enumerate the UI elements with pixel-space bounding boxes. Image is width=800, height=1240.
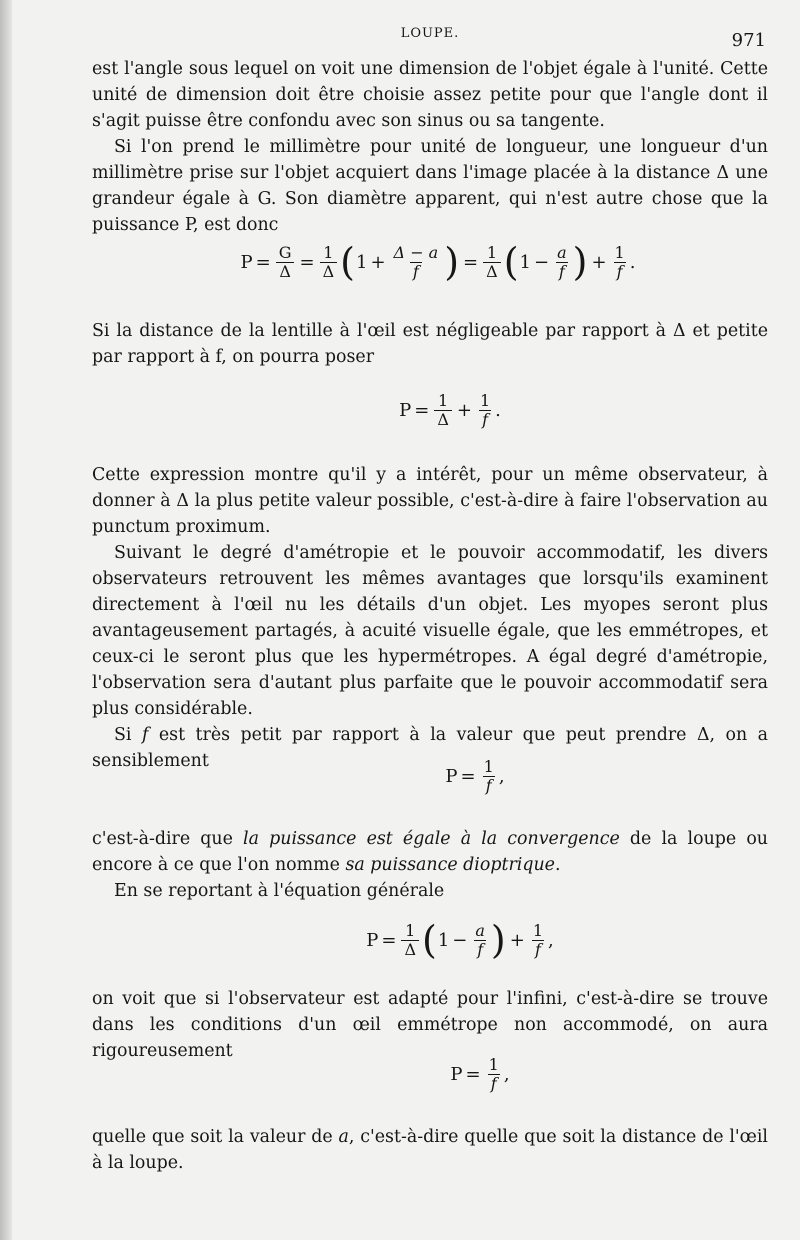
equation-approx: [92, 392, 768, 429]
symbol: ): [490, 918, 506, 962]
paragraph: Suivant le degré d'amétropie et le pouvoir accommodatif, les divers observateurs retrouvent les mêmes avantages que lorsqu'ils examinent directement à l'œil nu les détails d'un objet. Les myopes seront plus avantageusement partagés, à acuité visuelle égale, que les emmétropes, et ceux-ci le seront plus que les hypermétropes. A égal degré d'amétropie, l'observation sera d'autant plus parfaite que le pouvoir accommodatif sera plus considérable.: [92, 543, 768, 719]
paragraph: Si l'on prend le millimètre pour unité de longueur, une longueur d'un millimètre prise sur l'objet acquiert dans l'image placée à la distance Δ une grandeur égale à G. Son diamètre apparent, qui n'est autre chose que la puissance P, est donc: [92, 137, 768, 235]
symbol: −: [533, 251, 550, 273]
text-block-5: [92, 986, 768, 1064]
symbol: .: [495, 400, 501, 421]
text-block-6: [92, 1124, 768, 1176]
fraction: $\frac{1}{\Delta}$: [320, 244, 338, 281]
symbol: =: [460, 766, 476, 787]
text-block-2: [92, 318, 768, 370]
fraction: $\frac{1}{f}$: [483, 757, 494, 795]
symbol: ,: [503, 1064, 510, 1085]
symbol: +: [456, 400, 472, 421]
equation-general: [92, 242, 768, 282]
running-title: LOUPE.: [400, 26, 460, 41]
symbol: .: [629, 251, 636, 273]
symbol: −: [452, 929, 468, 951]
equation-general-reduced: [92, 920, 768, 960]
paragraph: quelle que soit la valeur de a, c'est-à-dire quelle que soit la distance de l'œil à la loupe.: [92, 1127, 768, 1173]
paragraph: est l'angle sous lequel on voit une dimension de l'objet égale à l'unité. Cette unité de dimension doit être choisie assez petite pour que l'angle dont il s'agit puisse être confondu avec son sinus ou sa tangente.: [92, 59, 768, 131]
symbol: (: [340, 240, 355, 284]
symbol: 1: [356, 251, 368, 273]
fraction: $\frac{1}{f}$: [532, 920, 544, 959]
fraction: $\frac{1}{\Delta}$: [483, 244, 501, 281]
paragraph: on voit que si l'observateur est adapté pour l'infini, c'est-à-dire se trouve dans les conditions d'un œil emmétrope non accommodé, on aura rigoureusement: [92, 989, 768, 1061]
symbol: ,: [498, 766, 505, 787]
fraction: $\frac{1}{\Delta}$: [434, 392, 452, 429]
paragraph: Cette expression montre qu'il y a intérêt, pour un même observateur, à donner à Δ la plus petite valeur possible, c'est-à-dire à faire l'observation au punctum proximum.: [92, 465, 768, 537]
fraction: $\frac{\Delta - a}{f}$: [393, 242, 439, 281]
symbol: P: [366, 929, 379, 951]
equation-infinity-small-f: [92, 758, 768, 795]
equation-infinity: [92, 1056, 768, 1093]
fraction: $\frac{1}{f}$: [479, 391, 491, 429]
running-header: [0, 26, 800, 50]
fraction: $\frac{a}{f}$: [557, 242, 567, 281]
symbol: =: [255, 251, 271, 273]
symbol: P: [399, 400, 412, 421]
fraction: $\frac{1}{f}$: [488, 1055, 499, 1093]
paragraph: Si f est très petit par rapport à la valeur que peut prendre Δ, on a sensiblement: [92, 725, 768, 771]
symbol: =: [299, 251, 315, 273]
page-number: 971: [731, 30, 766, 51]
symbol: (: [503, 240, 519, 284]
text-block-4: [92, 826, 768, 904]
fraction: $\frac{a}{f}$: [475, 920, 485, 959]
symbol: 1: [519, 251, 531, 273]
page-binding-edge: [0, 0, 12, 1240]
symbol: =: [465, 1064, 481, 1085]
symbol: P: [445, 766, 458, 787]
fraction: $\frac{1}{f}$: [614, 242, 625, 281]
fraction: $\frac{G}{\Delta}$: [276, 244, 295, 281]
symbol: 1: [437, 929, 450, 951]
symbol: =: [381, 929, 397, 951]
symbol: +: [509, 929, 525, 951]
paragraph: c'est-à-dire que la puissance est égale à la convergence de la loupe ou encore à ce que l'on nomme sa puissance dioptrique.: [92, 829, 769, 875]
symbol: ): [572, 240, 588, 284]
text-block-3: [92, 462, 768, 774]
paragraph: Si la distance de la lentille à l'œil est négligeable par rapport à Δ et petite par rapport à f, on pourra poser: [92, 321, 768, 367]
symbol: P: [240, 251, 253, 273]
symbol: =: [463, 251, 479, 273]
symbol: +: [591, 251, 607, 273]
fraction: $\frac{1}{\Delta}$: [401, 922, 419, 959]
symbol: ,: [548, 929, 554, 951]
symbol: P: [450, 1064, 463, 1085]
symbol: ): [444, 240, 460, 284]
symbol: (: [422, 918, 437, 962]
symbol: +: [370, 251, 386, 273]
paragraph: En se reportant à l'équation générale: [114, 881, 445, 901]
symbol: =: [414, 400, 430, 421]
text-block-1: [92, 56, 768, 238]
